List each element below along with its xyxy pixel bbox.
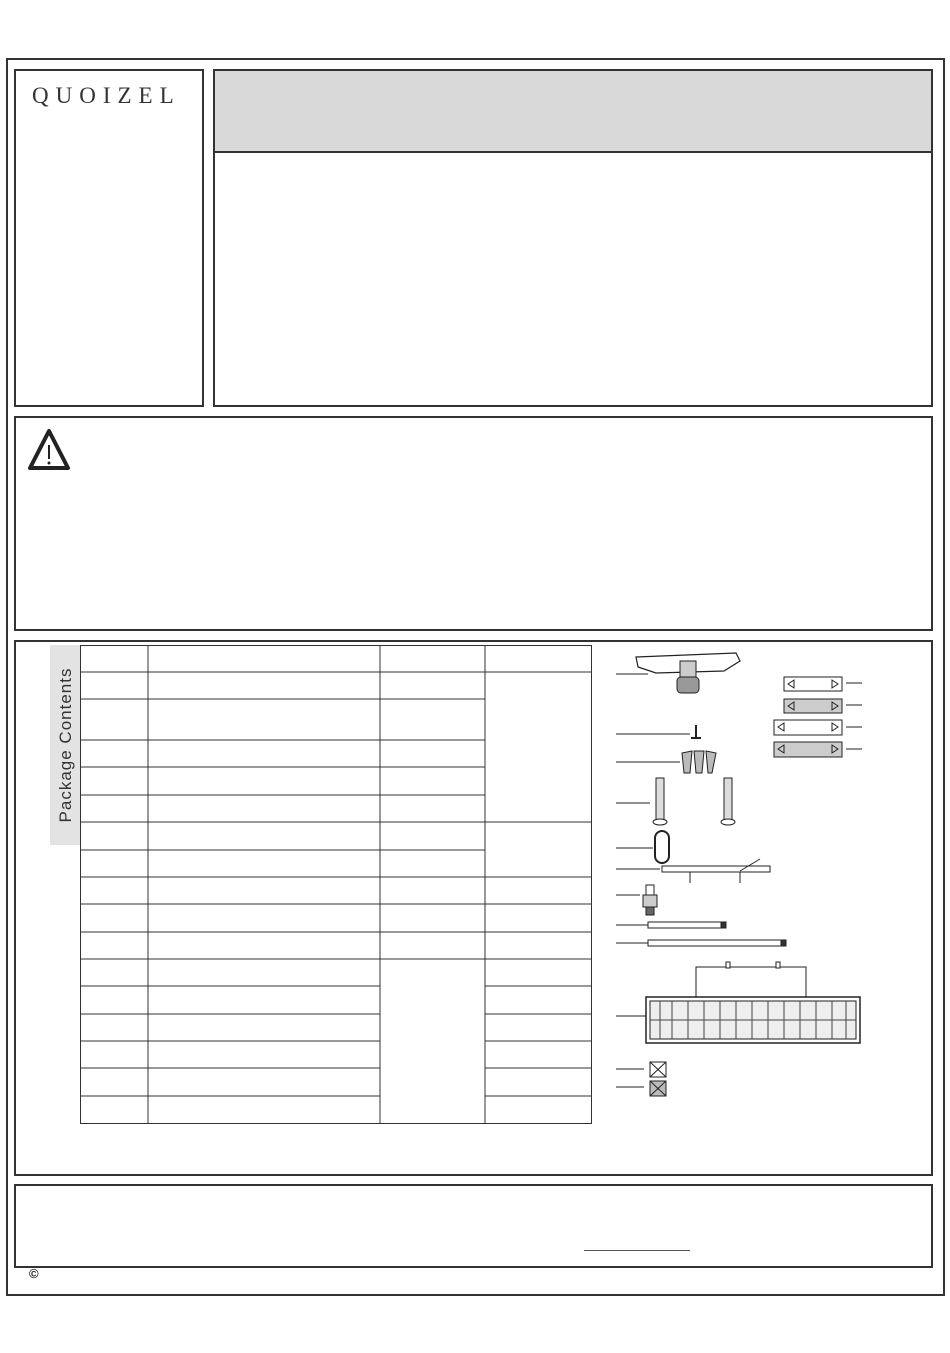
package-contents-title: Package Contents [55,667,75,823]
long-stem-icon [648,940,786,946]
glass-square-frosted-icon [650,1081,666,1096]
fixture-body-icon [646,962,860,1043]
warning-triangle-icon [27,428,71,470]
crossbar-with-nipple-icon [636,653,740,693]
chain-link-icon [655,831,669,863]
finial-icon [643,885,657,915]
mounting-screws-icon [653,778,735,825]
ground-screw-icon [691,725,701,738]
wire-nuts-icon [682,751,716,773]
parts-table [80,645,592,1124]
glass-square-clear-icon [650,1062,666,1077]
brand-panel [14,69,204,407]
brand-logo: QUOIZEL [32,83,181,108]
parts-diagram [600,645,900,1105]
crystal-prism-icon [774,677,842,757]
footer-link-underline [584,1250,690,1251]
copyright-mark: © [29,1266,39,1281]
footer-panel [14,1184,933,1268]
warning-panel [14,416,933,631]
title-panel [213,69,933,407]
crystal-wire-bar-icon [662,859,770,883]
short-stem-icon [648,922,726,928]
package-contents-tab [50,645,81,845]
title-band [215,71,931,153]
